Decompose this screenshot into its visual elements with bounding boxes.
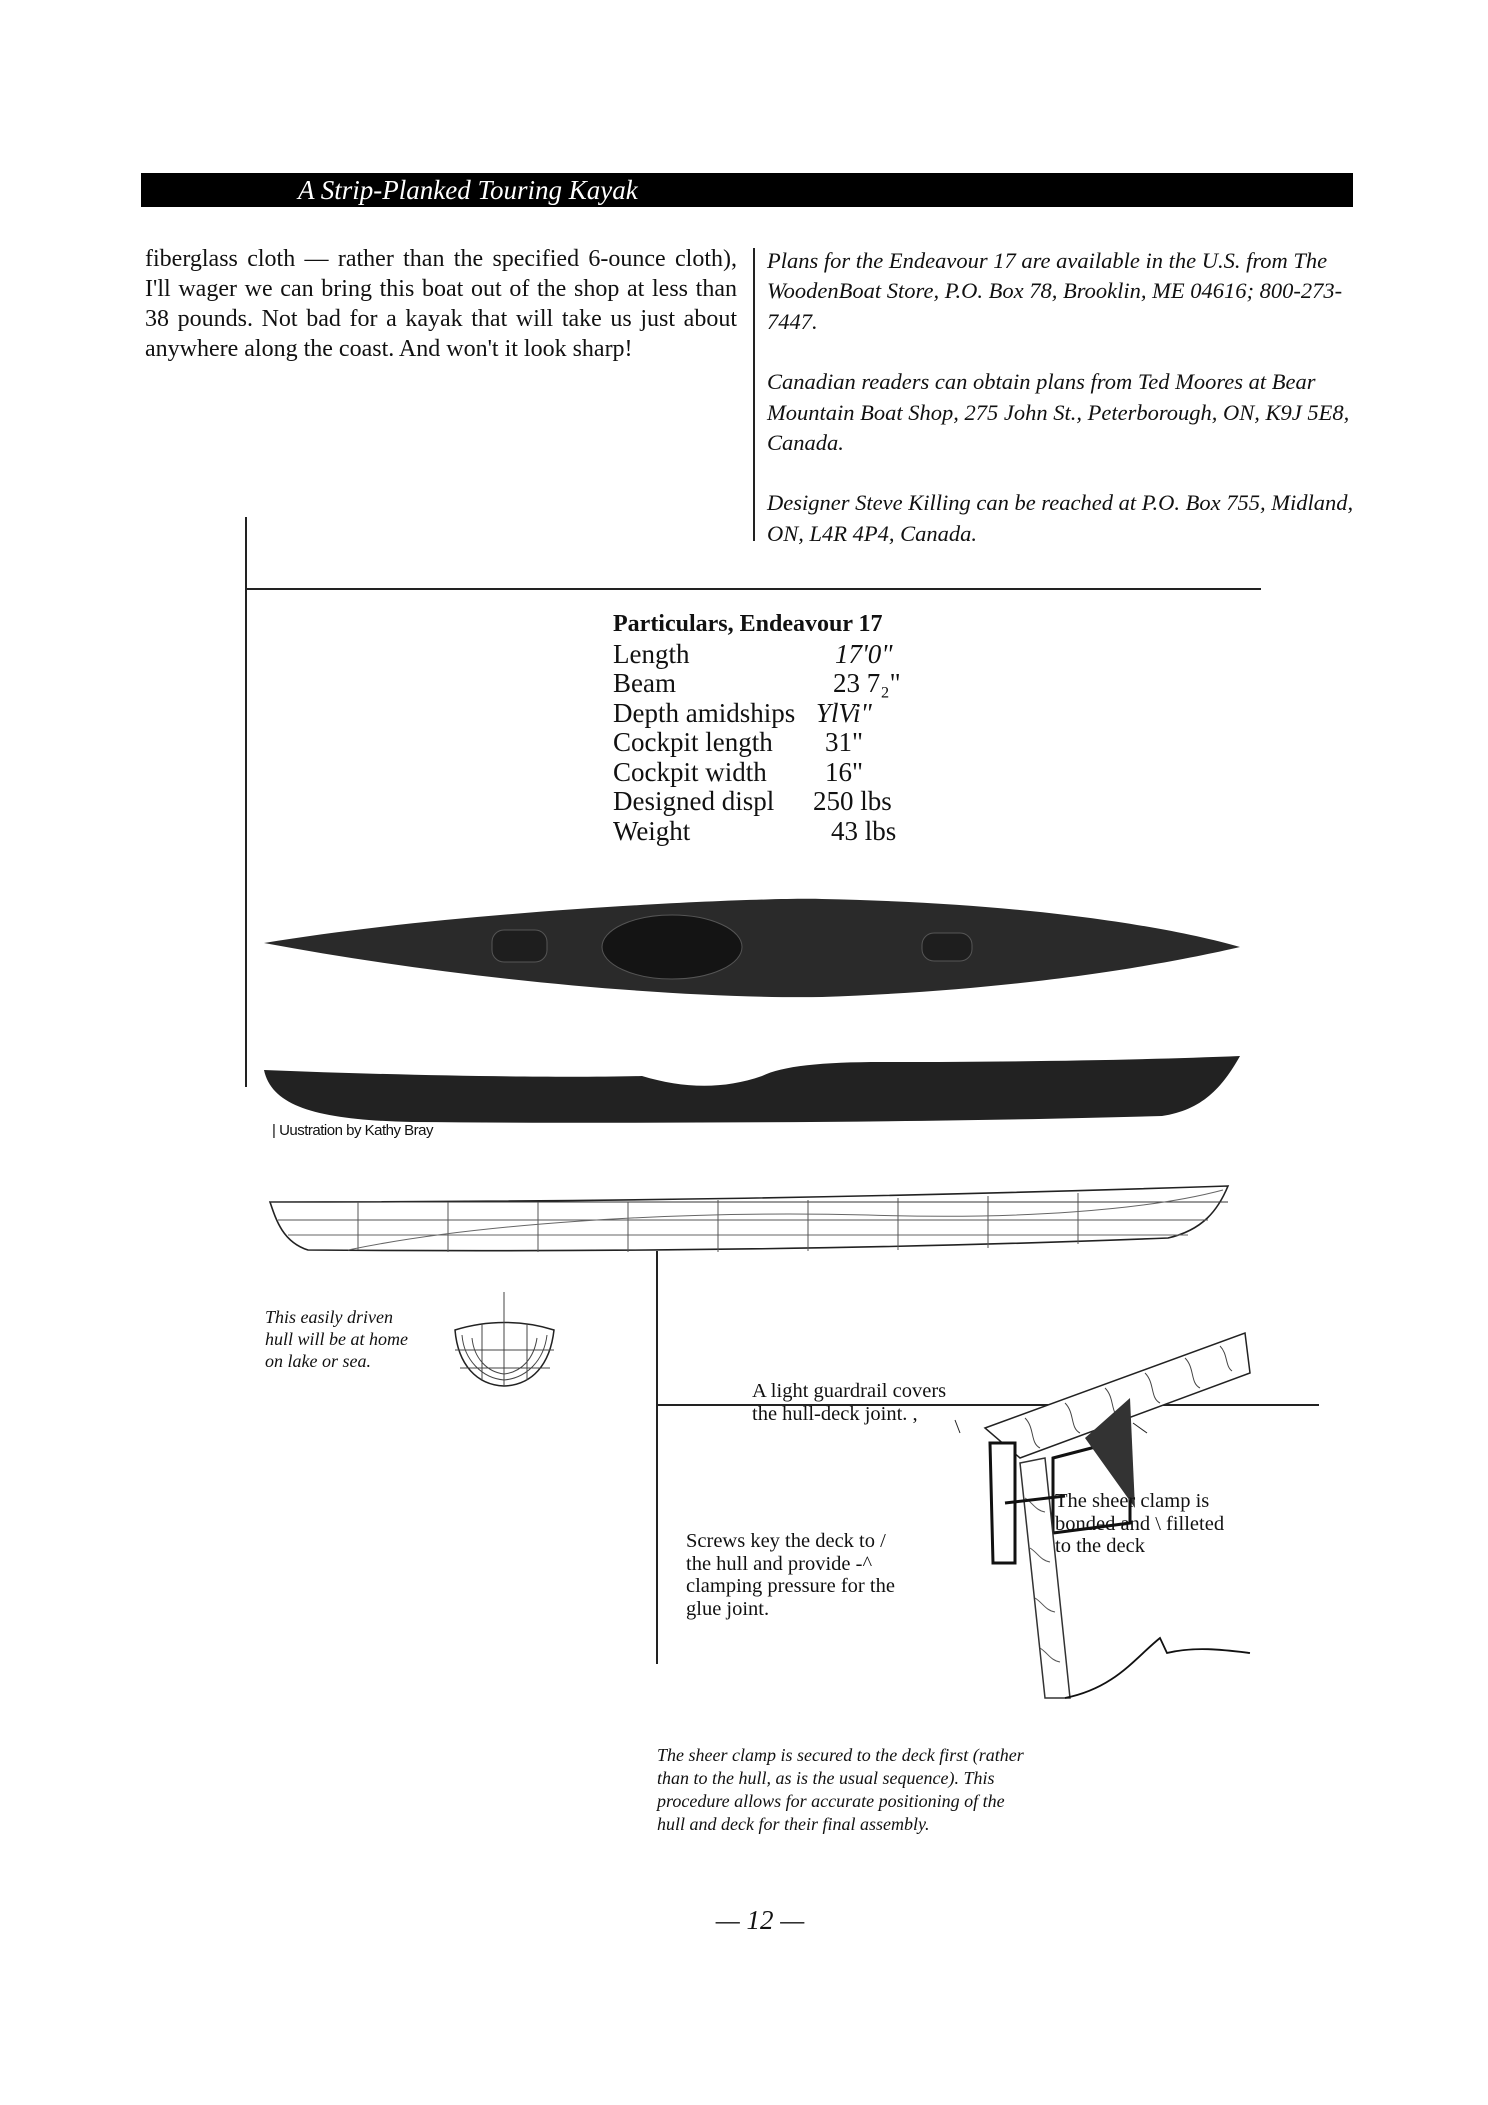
- table-row: [613, 758, 901, 788]
- sheer-clamp-label: [1055, 1490, 1224, 1558]
- particulars-table: [613, 610, 901, 846]
- row-value: 31": [825, 727, 864, 757]
- caption-line: hull and deck for their final assembly.: [657, 1814, 930, 1834]
- particulars-title: Particulars, Endeavour 17: [613, 611, 883, 637]
- table-row: [613, 787, 901, 817]
- hull-caption: [265, 1306, 408, 1372]
- row-label: Cockpit width: [613, 756, 767, 787]
- row-label: Depth amidships: [613, 697, 796, 728]
- row-label: Beam: [613, 668, 676, 698]
- label-line: the hull-deck joint. ,: [752, 1402, 918, 1425]
- caption-line: The sheer clamp is secured to the deck first (rather: [657, 1745, 1024, 1765]
- body-text: fiberglass cloth — rather than the specified 6-ounce cloth), I'll wager we can bring this boat out of the shop at less than 38 pounds. Not bad for a kayak that will take us just about anywhere along the coast. And won't it look sharp!: [145, 246, 737, 362]
- column-divider: [753, 248, 755, 541]
- row-value: YlVi": [816, 697, 872, 728]
- article-title: A Strip-Planked Touring Kayak: [298, 175, 638, 205]
- frame-line: [656, 1251, 658, 1664]
- plans-sidebar: [767, 246, 1357, 579]
- row-label: Designed displ: [613, 786, 775, 816]
- guardrail-label: [752, 1380, 946, 1425]
- sidebar-paragraph: Designer Steve Killing can be reached at P.O. Box 755, Midland, ON, L4R 4P4, Canada.: [767, 490, 1354, 546]
- frame-line: [245, 517, 247, 1087]
- table-row: [613, 728, 901, 758]
- label-line: The sheer clamp is: [1055, 1490, 1210, 1512]
- row-label: Weight: [613, 815, 691, 846]
- kayak-lines-plan-drawing: [268, 1180, 1233, 1256]
- sidebar-paragraph: Canadian readers can obtain plans from Ted Moores at Bear Mountain Boat Shop, 275 John St., Peterborough, ON, K9J 5E8, Canada.: [767, 369, 1350, 456]
- caption-line: This easily driven: [265, 1307, 393, 1327]
- caption-line: than to the hull, as is the usual sequence). This: [657, 1768, 995, 1788]
- table-row: [613, 817, 901, 847]
- caption-line: on lake or sea.: [265, 1351, 371, 1371]
- label-line: bonded and \ filleted: [1055, 1512, 1225, 1535]
- label-line: the hull and provide -^: [686, 1552, 873, 1575]
- row-value: 16": [825, 756, 864, 787]
- row-value: 43 lbs: [831, 815, 897, 846]
- hull-section-drawing: [452, 1290, 558, 1390]
- row-label: Cockpit length: [613, 727, 773, 757]
- illustration-credit: | Uustration by Kathy Bray: [272, 1122, 433, 1139]
- caption-line: hull will be at home: [265, 1329, 408, 1349]
- frame-line: [245, 588, 1261, 590]
- page-number: — 12 —: [715, 1905, 805, 1935]
- row-label: Length: [613, 638, 690, 669]
- header-bar: [141, 173, 1353, 207]
- caption-line: procedure allows for accurate positioning of the: [657, 1791, 1005, 1811]
- label-line: clamping pressure for the: [686, 1575, 895, 1597]
- kayak-profile-illustration: [262, 1048, 1242, 1128]
- row-value: 23 7₂": [833, 668, 901, 698]
- detail-caption: [657, 1744, 1024, 1836]
- label-line: Screws key the deck to /: [686, 1530, 886, 1552]
- row-value: 250 lbs: [813, 786, 892, 816]
- row-value: 17'0": [835, 638, 893, 669]
- label-line: to the deck: [1055, 1535, 1145, 1557]
- label-line: glue joint.: [686, 1597, 770, 1620]
- kayak-plan-view-illustration: [262, 895, 1242, 1005]
- table-row: [613, 699, 901, 729]
- table-row: [613, 669, 901, 699]
- sidebar-paragraph: Plans for the Endeavour 17 are available in the U.S. from The WoodenBoat Store, P.O. Box 78, Brooklin, ME 04616; 800-273-7447.: [767, 248, 1343, 334]
- label-line: A light guardrail covers: [752, 1380, 947, 1402]
- screws-label: [686, 1530, 895, 1620]
- table-row: [613, 640, 901, 670]
